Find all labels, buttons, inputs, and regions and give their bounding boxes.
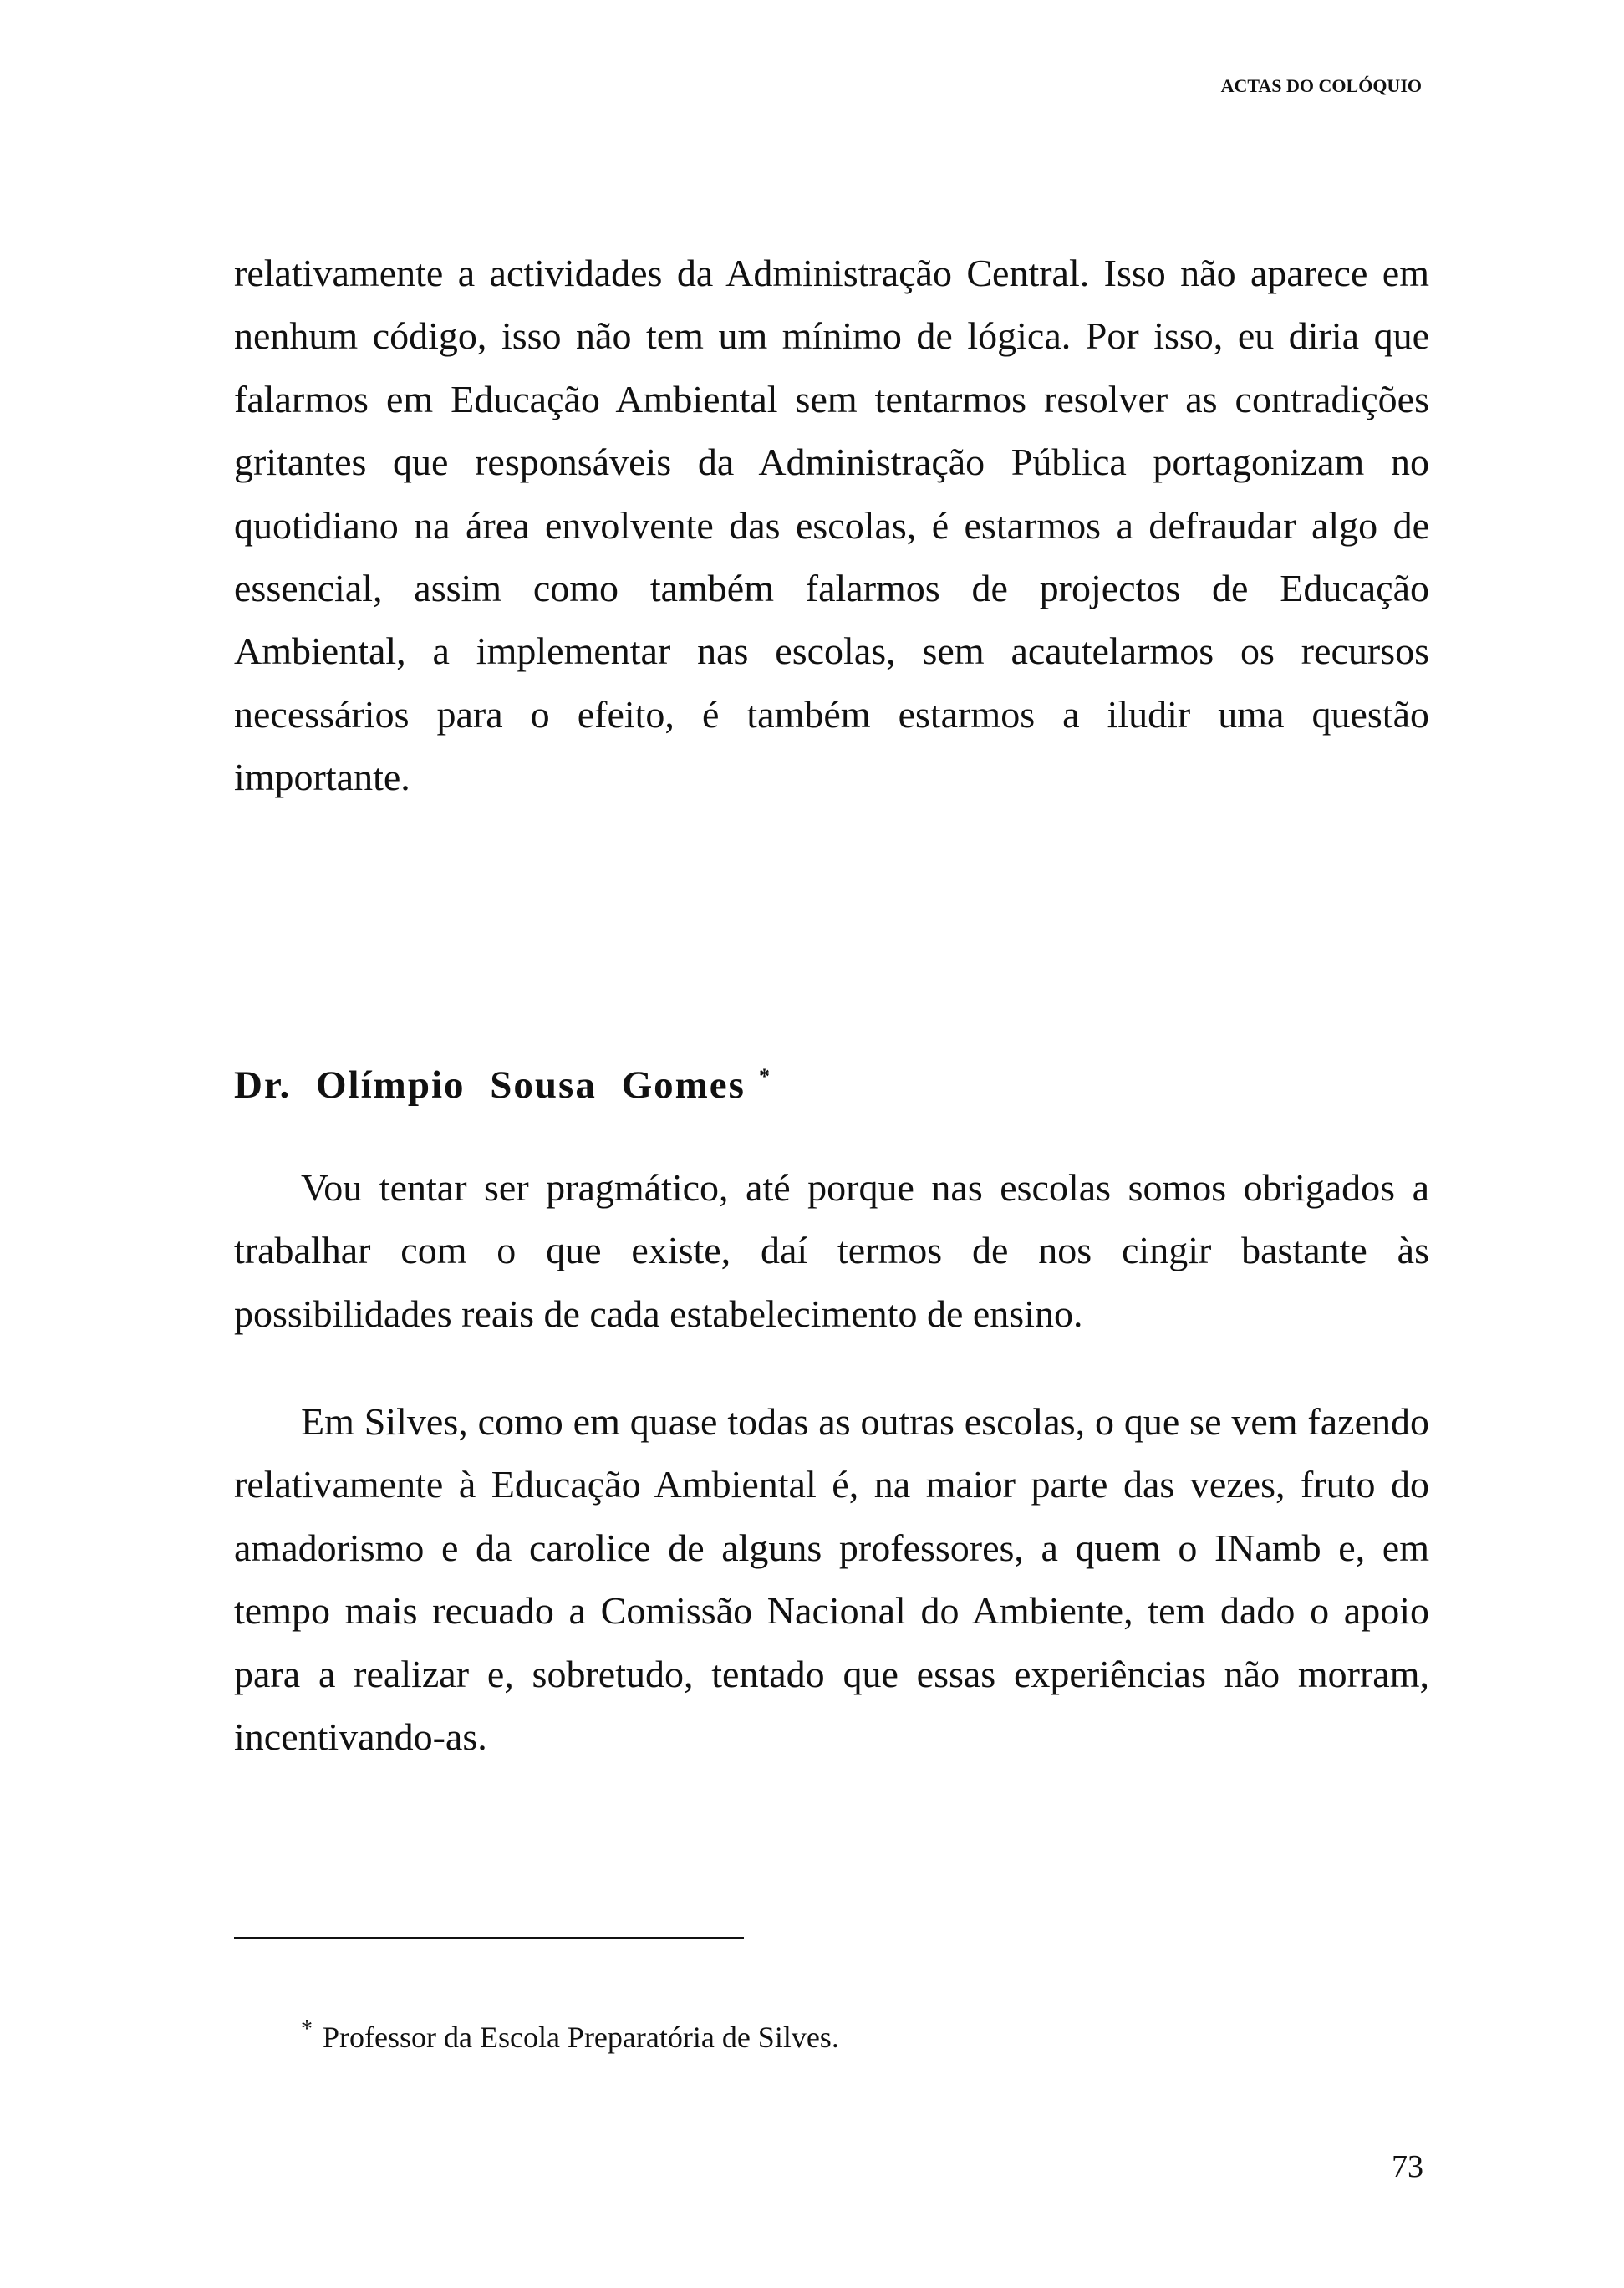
speaker-heading [234, 1062, 771, 1108]
speaker-footnote-marker: * [758, 1064, 771, 1089]
speaker-name: Dr. Olímpio Sousa Gomes [234, 1063, 746, 1107]
speech-paragraph-1: Vou tentar ser pragmático, até porque nas escolas somos obrigados a trabalhar com o que existe, daí termos de nos cingir bastante às possibilidades reais de cada estabelecimento de ensino. [234, 1166, 1429, 1335]
intro-paragraph: relativamente a actividades da Administração Central. Isso não aparece em nenhum código, isso não tem um mínimo de lógica. Por isso, eu diria que falarmos em Educação Ambiental sem tentarmos resolver as contradições gritantes que responsáveis da Administração Pública portagonizam no quotidiano na área envolvente das escolas, é estarmos a defraudar algo de essencial, assim como também falarmos de projectos de Educação Ambiental, a implementar nas escolas, sem acautelarmos os recursos necessários para o efeito, é também estarmos a iludir uma questão importante. [234, 252, 1429, 799]
running-header: ACTAS DO COLÓQUIO [1220, 75, 1422, 96]
page-number: 73 [1392, 2149, 1423, 2184]
footnote-divider [234, 1937, 744, 1939]
footnote-text: Professor da Escola Preparatória de Silves. [323, 2020, 839, 2054]
speech-paragraph-2: Em Silves, como em quase todas as outras escolas, o que se vem fazendo relativamente à Educação Ambiental é, na maior parte das vezes, fruto do amadorismo e da carolice de alguns professores, a quem o INamb e, em tempo mais recuado a Comissão Nacional do Ambiente, tem dado o apoio para a realizar e, sobretudo, tentado que essas experiências não morram, incentivando-as. [234, 1400, 1429, 1759]
footnote [301, 2010, 839, 2056]
footnote-marker: * [301, 2016, 313, 2042]
